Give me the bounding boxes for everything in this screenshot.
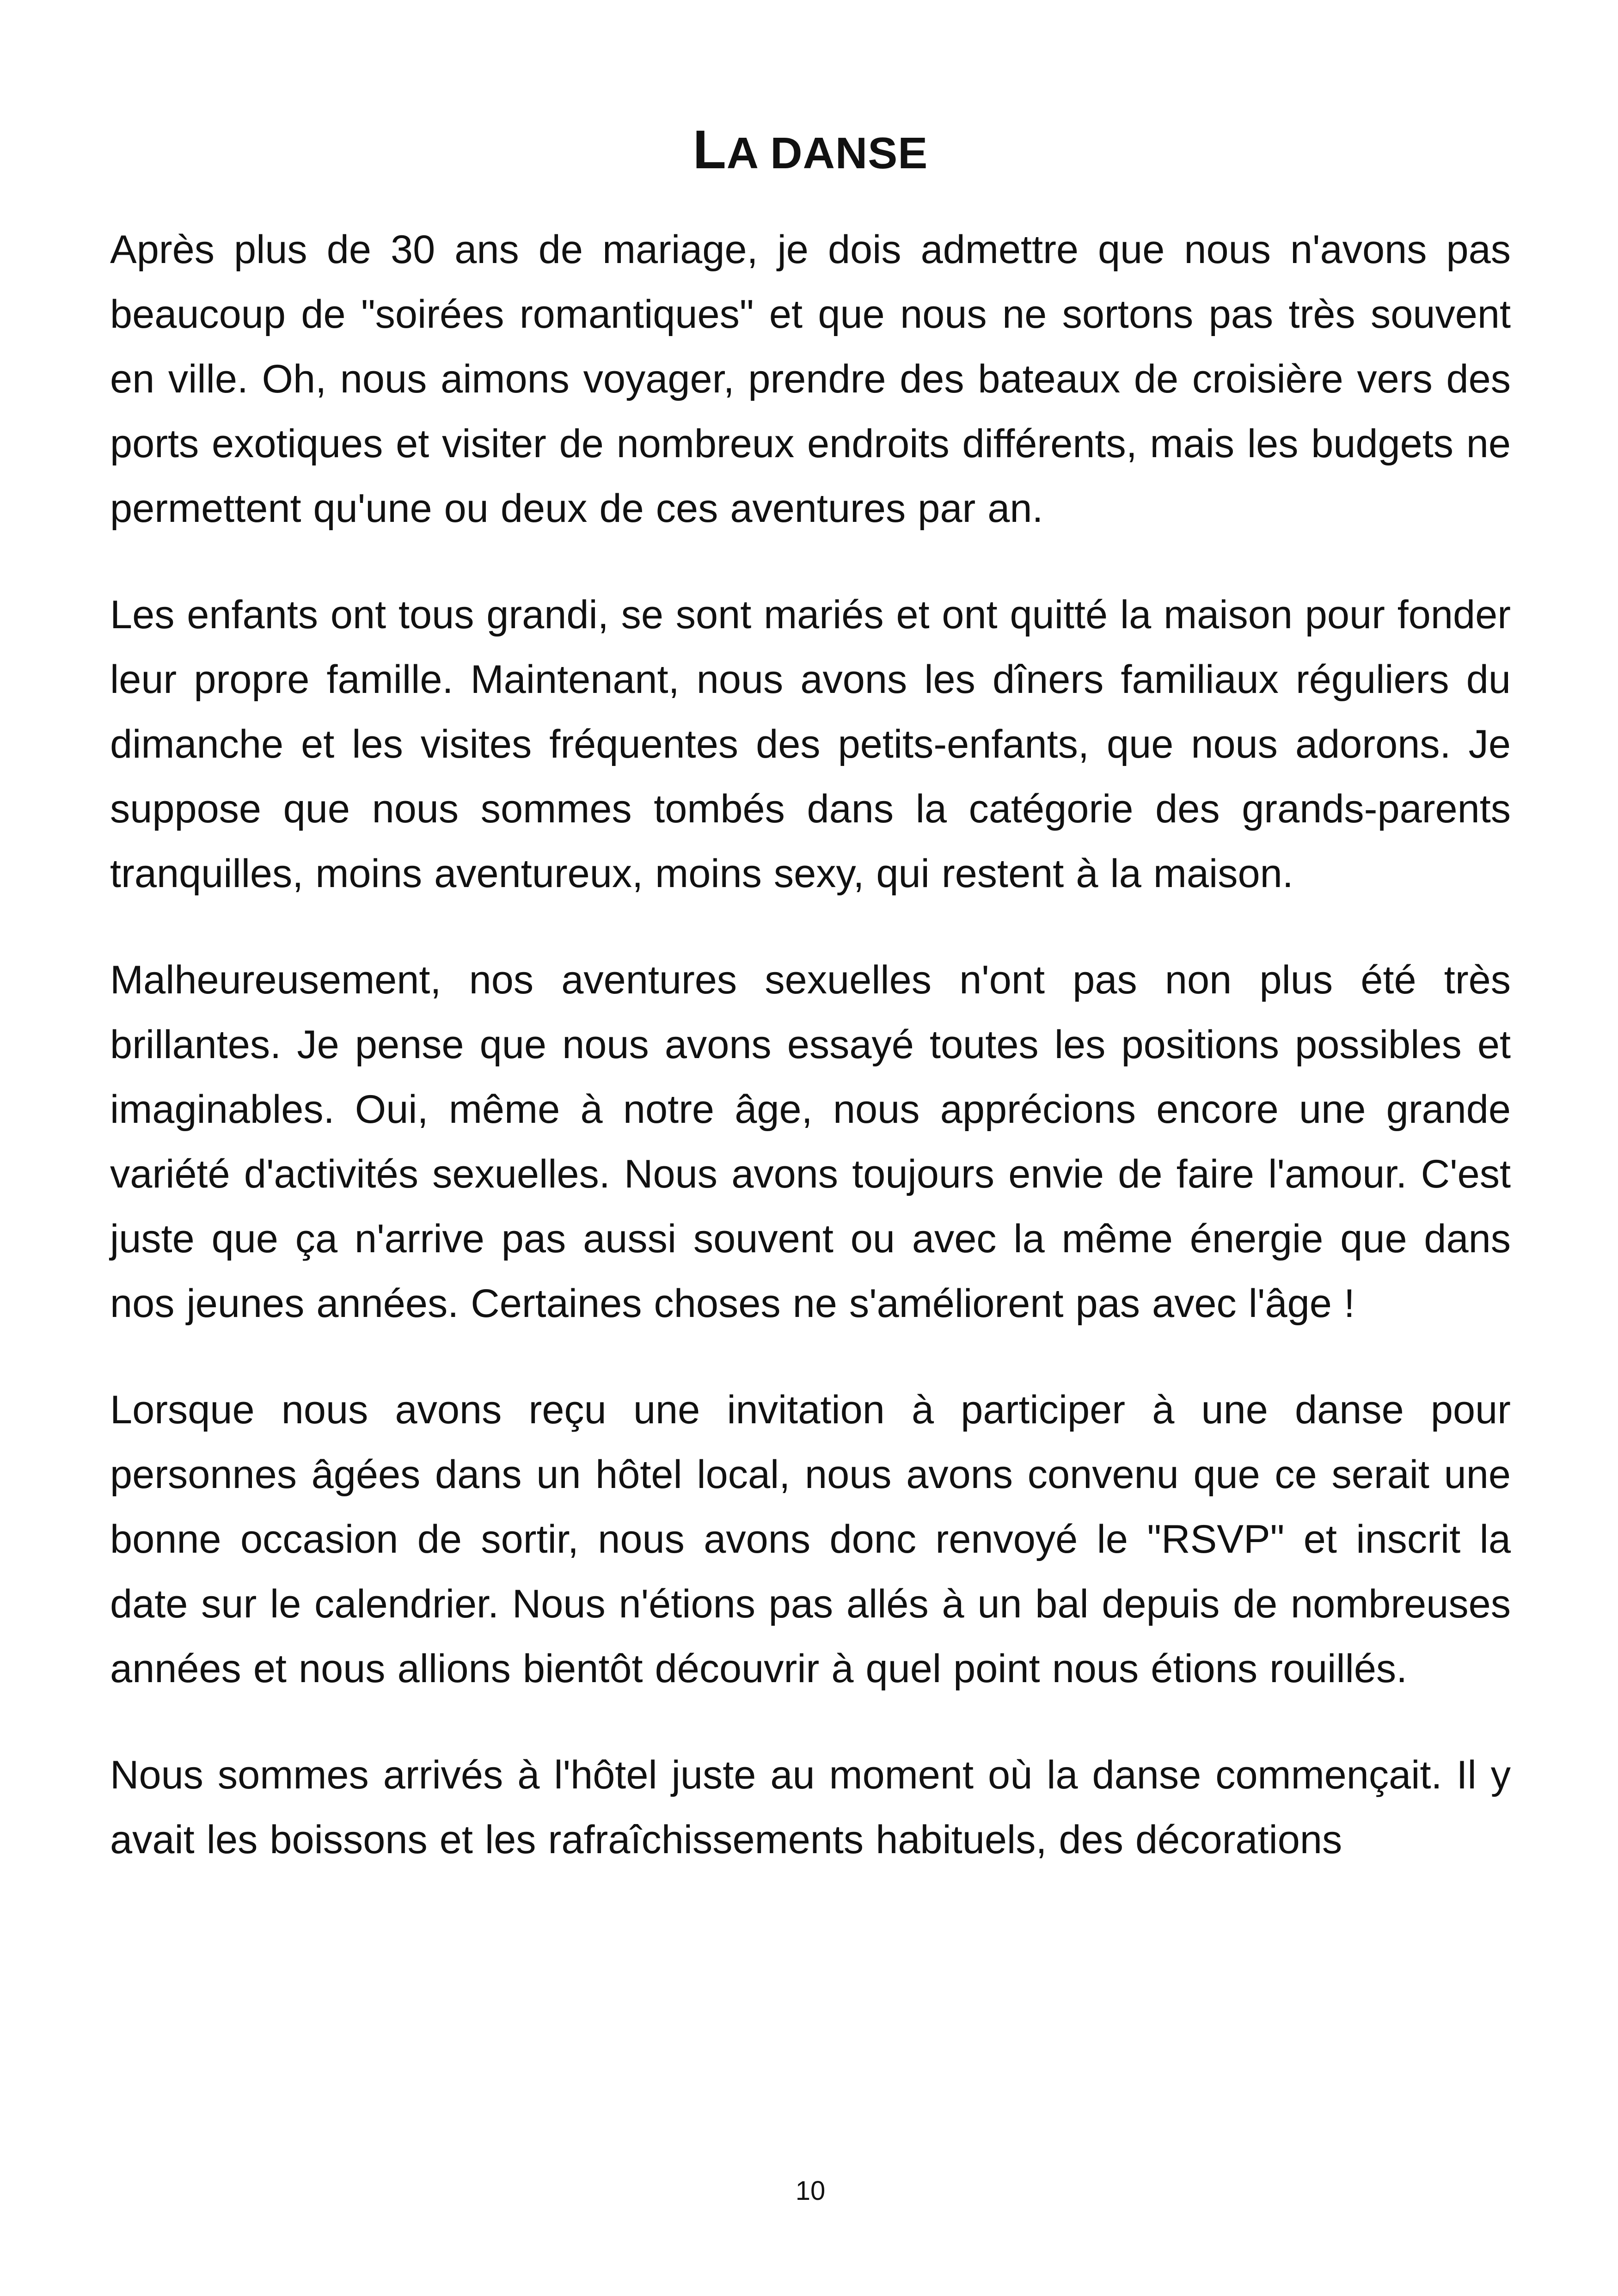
chapter-title-initial: L — [693, 119, 727, 181]
page-number: 10 — [795, 2176, 826, 2206]
chapter-title-rest: A DANSE — [726, 129, 928, 178]
paragraph-2: Les enfants ont tous grandi, se sont mariés et ont quitté la maison pour fonder leur propre famille. Maintenant, nous avons les dîners familiaux réguliers du dimanche et les visites fréquentes des petits-enfants, que nous adorons. Je suppose que nous sommes tombés dans la catégorie des grands-parents tranquilles, moins aventureux, moins sexy, qui restent à la maison. — [110, 593, 1511, 896]
document-page — [110, 0, 1511, 2296]
paragraph-5: Nous sommes arrivés à l'hôtel juste au moment où la danse commençait. Il y avait les boissons et les rafraîchissements habituels, des décorations — [110, 1753, 1511, 1862]
body-text — [110, 217, 1511, 1914]
paragraph-4: Lorsque nous avons reçu une invitation à participer à une danse pour personnes âgées dans un hôtel local, nous avons convenu que ce serait une bonne occasion de sortir, nous avons donc renvoyé le "RSVP" et inscrit la date sur le calendrier. Nous n'étions pas allés à un bal depuis de nombreuses années et nous allions bientôt découvrir à quel point nous étions rouillés. — [110, 1388, 1511, 1691]
paragraph-1: Après plus de 30 ans de mariage, je dois admettre que nous n'avons pas beaucoup de "soirées romantiques" et que nous ne sortons pas très souvent en ville. Oh, nous aimons voyager, prendre des bateaux de croisière vers des ports exotiques et visiter de nombreux endroits différents, mais les budgets ne permettent qu'une ou deux de ces aventures par an. — [110, 227, 1511, 531]
paragraph-3: Malheureusement, nos aventures sexuelles n'ont pas non plus été très brillantes. Je pense que nous avons essayé toutes les positions possibles et imaginables. Oui, même à notre âge, nous apprécions encore une grande variété d'activités sexuelles. Nous avons toujours envie de faire l'amour. C'est juste que ça n'arrive pas aussi souvent ou avec la même énergie que dans nos jeunes années. Certaines choses ne s'améliorent pas avec l'âge ! — [110, 958, 1511, 1326]
chapter-title — [110, 119, 1511, 181]
